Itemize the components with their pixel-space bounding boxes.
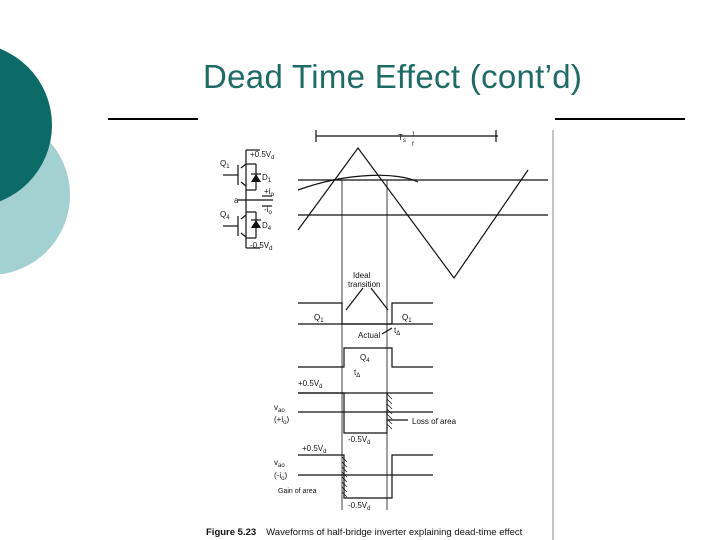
label-minus-io: $-i_o$	[264, 205, 272, 216]
label-minus-io-paren: $(-i_o)$	[274, 471, 288, 482]
label-period-frac-den: f	[412, 142, 414, 148]
label-actual: Actual	[358, 331, 381, 340]
label-plus-half-vd: $+0.5V_d$	[250, 150, 275, 161]
corner-decoration	[0, 0, 120, 300]
label-plus-io-paren: $(+i_o)$	[274, 415, 290, 426]
figure-caption	[206, 527, 522, 538]
triangle-carrier	[298, 148, 528, 278]
label-plus-half-vd-3: $+0.5V_d$	[302, 444, 327, 455]
label-t-delta-1: $t_\Delta$	[394, 326, 401, 337]
label-gain-of-area: Gain of area	[278, 488, 317, 495]
inverter-waveform-figure	[198, 120, 554, 540]
label-q1-wave: $Q_1$	[314, 313, 324, 324]
label-vao-2: $v_{ao}$	[274, 458, 285, 469]
label-ideal: Ideal	[353, 271, 371, 280]
label-d1: $D_1$	[262, 173, 272, 184]
figure-caption-text: Waveforms of half-bridge inverter explaining dead-time effect	[266, 527, 523, 538]
label-q4-wave: $Q_4$	[360, 353, 370, 364]
half-bridge-circuit	[223, 150, 273, 248]
label-vao-1: $v_{ao}$	[274, 403, 285, 414]
label-q1: $Q_1$	[220, 159, 230, 170]
title-rule-left	[108, 118, 198, 120]
label-period-frac: 1	[412, 132, 416, 138]
label-plus-io: $+i_o$	[264, 187, 274, 198]
label-d4: $D_4$	[262, 221, 272, 232]
label-minus-half-vd-2: $-0.5V_d$	[348, 435, 371, 446]
label-period: $T_s$	[398, 133, 406, 144]
label-transition: transition	[348, 280, 381, 289]
label-loss-of-area: Loss of area	[412, 417, 457, 426]
figure-number: Figure 5.23	[206, 527, 257, 538]
slide-title: Dead Time Effect (cont’d)	[203, 58, 583, 95]
waveform-diagram	[198, 120, 554, 540]
label-plus-half-vd-2: $+0.5V_d$	[298, 379, 323, 390]
label-q4: $Q_4$	[220, 210, 230, 221]
title-rule-right	[555, 118, 685, 120]
label-minus-half-vd-3: $-0.5V_d$	[348, 501, 371, 512]
control-signal	[298, 175, 418, 190]
label-minus-half-vd: $-0.5V_d$	[250, 241, 273, 252]
label-q1-wave-2: $Q_1$	[402, 313, 412, 324]
label-node-a: a	[234, 196, 239, 205]
label-t-delta-2: $t_\Delta$	[354, 368, 361, 379]
